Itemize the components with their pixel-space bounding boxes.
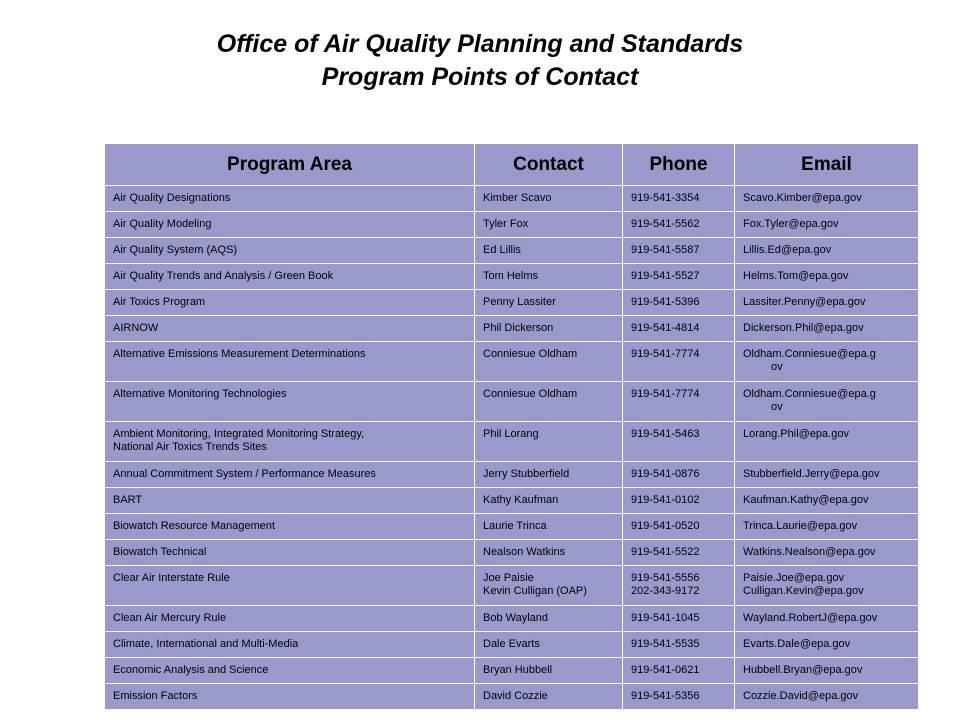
phone-text: 202-343-9172: [631, 585, 700, 597]
table-row: [105, 316, 919, 342]
program-area-text: Annual Commitment System / Performance Measures: [113, 468, 376, 480]
email-cell: [735, 186, 919, 212]
phone-cell: [623, 658, 735, 684]
contact-cell: [475, 540, 623, 566]
contact-text: Kevin Culligan (OAP): [483, 585, 587, 597]
header-phone: Phone: [623, 144, 735, 186]
email-cell: [735, 658, 919, 684]
email-text: Trinca.Laurie@epa.gov: [743, 520, 858, 532]
email-cell: [735, 316, 919, 342]
program-area-cell: [105, 462, 475, 488]
email-text: Dickerson.Phil@epa.gov: [743, 322, 864, 334]
table-body: [105, 186, 919, 710]
phone-text: 919-541-3354: [631, 192, 700, 204]
email-text: Stubberfield.Jerry@epa.gov: [743, 468, 880, 480]
program-area-text: Air Quality Modeling: [113, 218, 212, 230]
phone-cell: [623, 316, 735, 342]
header-email: Email: [735, 144, 919, 186]
contact-cell: [475, 606, 623, 632]
contact-text: Joe Paisie: [483, 572, 534, 584]
contact-text: Conniesue Oldham: [483, 388, 578, 400]
program-area-text: Clean Air Mercury Rule: [113, 612, 227, 624]
email-cell: [735, 488, 919, 514]
table-row: [105, 264, 919, 290]
email-cell: [735, 290, 919, 316]
contact-text: Jerry Stubberfield: [483, 468, 570, 480]
email-cell: [735, 264, 919, 290]
phone-cell: [623, 488, 735, 514]
contact-text: Dale Evarts: [483, 638, 540, 650]
email-text: Oldham.Conniesue@epa.g: [743, 388, 876, 400]
program-area-text: Clear Air Interstate Rule: [113, 572, 230, 584]
phone-cell: [623, 422, 735, 462]
table-row: [105, 632, 919, 658]
email-text: Lillis.Ed@epa.gov: [743, 244, 832, 256]
phone-cell: [623, 540, 735, 566]
table-row: [105, 238, 919, 264]
email-text: Helms.Tom@epa.gov: [743, 270, 849, 282]
phone-cell: [623, 342, 735, 382]
phone-cell: [623, 186, 735, 212]
program-area-text: Alternative Emissions Measurement Determinations: [113, 348, 366, 360]
contact-cell: [475, 264, 623, 290]
contact-text: Ed Lillis: [483, 244, 521, 256]
table-row: [105, 540, 919, 566]
table-row: [105, 186, 919, 212]
contact-text: Bryan Hubbell: [483, 664, 553, 676]
contact-cell: [475, 632, 623, 658]
header-program-area: Program Area: [105, 144, 475, 186]
email-text: Paisie.Joe@epa.gov: [743, 572, 845, 584]
phone-text: 919-541-0520: [631, 520, 700, 532]
phone-cell: [623, 238, 735, 264]
contact-text: Bob Wayland: [483, 612, 549, 624]
contact-cell: [475, 462, 623, 488]
contact-text: Phil Lorang: [483, 428, 539, 440]
phone-cell: [623, 632, 735, 658]
program-area-text: Alternative Monitoring Technologies: [113, 388, 287, 400]
table-row: [105, 422, 919, 462]
program-area-cell: [105, 684, 475, 710]
email-cell: [735, 684, 919, 710]
contact-cell: [475, 684, 623, 710]
header-contact: Contact: [475, 144, 623, 186]
program-area-cell: [105, 566, 475, 606]
program-area-cell: [105, 658, 475, 684]
phone-text: 919-541-5396: [631, 296, 700, 308]
email-text: Hubbell.Bryan@epa.gov: [743, 664, 863, 676]
program-area-cell: [105, 540, 475, 566]
phone-cell: [623, 606, 735, 632]
phone-text: 919-541-1045: [631, 612, 700, 624]
email-cell: [735, 212, 919, 238]
program-area-text: Ambient Monitoring, Integrated Monitoring Strategy,: [113, 428, 365, 440]
program-area-text: Emission Factors: [113, 690, 198, 702]
contact-cell: [475, 566, 623, 606]
phone-text: 919-541-7774: [631, 348, 700, 360]
table-row: [105, 566, 919, 606]
program-area-cell: [105, 342, 475, 382]
contacts-table: [104, 143, 919, 710]
program-area-cell: [105, 382, 475, 422]
phone-text: 919-541-7774: [631, 388, 700, 400]
table-row: [105, 342, 919, 382]
email-cell: [735, 606, 919, 632]
program-area-cell: [105, 422, 475, 462]
program-area-text: BART: [113, 494, 143, 506]
phone-cell: [623, 264, 735, 290]
email-text: Watkins.Nealson@epa.gov: [743, 546, 876, 558]
email-cell: [735, 462, 919, 488]
contact-text: Phil Dickerson: [483, 322, 554, 334]
program-area-cell: [105, 606, 475, 632]
email-cell: [735, 238, 919, 264]
email-cell: [735, 422, 919, 462]
phone-text: 919-541-5522: [631, 546, 700, 558]
table-row: [105, 462, 919, 488]
program-area-text: Climate, International and Multi-Media: [113, 638, 299, 650]
program-area-text: National Air Toxics Trends Sites: [113, 441, 267, 453]
phone-text: 919-541-5556: [631, 572, 700, 584]
contact-cell: [475, 422, 623, 462]
contact-cell: [475, 290, 623, 316]
contact-text: David Cozzie: [483, 690, 548, 702]
contact-cell: [475, 212, 623, 238]
program-area-cell: [105, 238, 475, 264]
table-row: [105, 684, 919, 710]
email-cell: [735, 514, 919, 540]
contact-cell: [475, 514, 623, 540]
contact-text: Nealson Watkins: [483, 546, 566, 558]
program-area-text: AIRNOW: [113, 322, 159, 334]
program-area-cell: [105, 632, 475, 658]
phone-text: 919-541-5463: [631, 428, 700, 440]
contact-cell: [475, 342, 623, 382]
program-area-cell: [105, 212, 475, 238]
table-row: [105, 606, 919, 632]
program-area-cell: [105, 290, 475, 316]
contact-text: Conniesue Oldham: [483, 348, 578, 360]
phone-cell: [623, 514, 735, 540]
email-cell: [735, 382, 919, 422]
phone-text: 919-541-5527: [631, 270, 700, 282]
phone-cell: [623, 290, 735, 316]
program-area-cell: [105, 264, 475, 290]
phone-cell: [623, 462, 735, 488]
email-cell: [735, 540, 919, 566]
program-area-cell: [105, 488, 475, 514]
email-text: ov: [771, 361, 783, 373]
program-area-text: Air Quality System (AQS): [113, 244, 238, 256]
phone-text: 919-541-0102: [631, 494, 700, 506]
email-text: Lassiter.Penny@epa.gov: [743, 296, 866, 308]
program-area-text: Air Quality Designations: [113, 192, 231, 204]
phone-cell: [623, 684, 735, 710]
contact-cell: [475, 382, 623, 422]
email-text: Fox.Tyler@epa.gov: [743, 218, 839, 230]
email-cell: [735, 632, 919, 658]
email-cell: [735, 566, 919, 606]
program-area-cell: [105, 316, 475, 342]
table-row: [105, 290, 919, 316]
phone-cell: [623, 566, 735, 606]
program-area-text: Air Quality Trends and Analysis / Green Book: [113, 270, 334, 282]
email-text: Evarts.Dale@epa.gov: [743, 638, 851, 650]
phone-text: 919-541-5587: [631, 244, 700, 256]
table-row: [105, 658, 919, 684]
program-area-cell: [105, 514, 475, 540]
email-text: Oldham.Conniesue@epa.g: [743, 348, 876, 360]
phone-text: 919-541-5535: [631, 638, 700, 650]
contact-text: Tyler Fox: [483, 218, 529, 230]
contact-text: Laurie Trinca: [483, 520, 547, 532]
program-area-text: Economic Analysis and Science: [113, 664, 269, 676]
email-text: Scavo.Kimber@epa.gov: [743, 192, 862, 204]
contact-text: Penny Lassiter: [483, 296, 556, 308]
table-row: [105, 514, 919, 540]
contact-cell: [475, 186, 623, 212]
table-row: [105, 488, 919, 514]
email-text: ov: [771, 401, 783, 413]
header-row: [105, 144, 919, 186]
program-area-text: Biowatch Resource Management: [113, 520, 276, 532]
phone-text: 919-541-0621: [631, 664, 700, 676]
phone-text: 919-541-4814: [631, 322, 700, 334]
email-text: Culligan.Kevin@epa.gov: [743, 585, 864, 597]
email-text: Lorang.Phil@epa.gov: [743, 428, 849, 440]
contact-cell: [475, 658, 623, 684]
table-row: [105, 382, 919, 422]
contact-cell: [475, 488, 623, 514]
contact-cell: [475, 316, 623, 342]
phone-cell: [623, 212, 735, 238]
contact-text: Tom Helms: [483, 270, 539, 282]
title-line-2: Program Points of Contact: [321, 63, 639, 91]
program-area-text: Air Toxics Program: [113, 296, 206, 308]
email-text: Cozzie.David@epa.gov: [743, 690, 859, 702]
email-cell: [735, 342, 919, 382]
page-title: [0, 28, 960, 94]
contact-text: Kathy Kaufman: [483, 494, 559, 506]
program-area-text: Biowatch Technical: [113, 546, 207, 558]
phone-text: 919-541-0876: [631, 468, 700, 480]
title-line-1: Office of Air Quality Planning and Standards: [216, 30, 744, 58]
contact-text: Kimber Scavo: [483, 192, 552, 204]
program-area-cell: [105, 186, 475, 212]
contact-cell: [475, 238, 623, 264]
table-row: [105, 212, 919, 238]
phone-cell: [623, 382, 735, 422]
phone-text: 919-541-5562: [631, 218, 700, 230]
email-text: Wayland.RobertJ@epa.gov: [743, 612, 878, 624]
email-text: Kaufman.Kathy@epa.gov: [743, 494, 869, 506]
phone-text: 919-541-5356: [631, 690, 700, 702]
